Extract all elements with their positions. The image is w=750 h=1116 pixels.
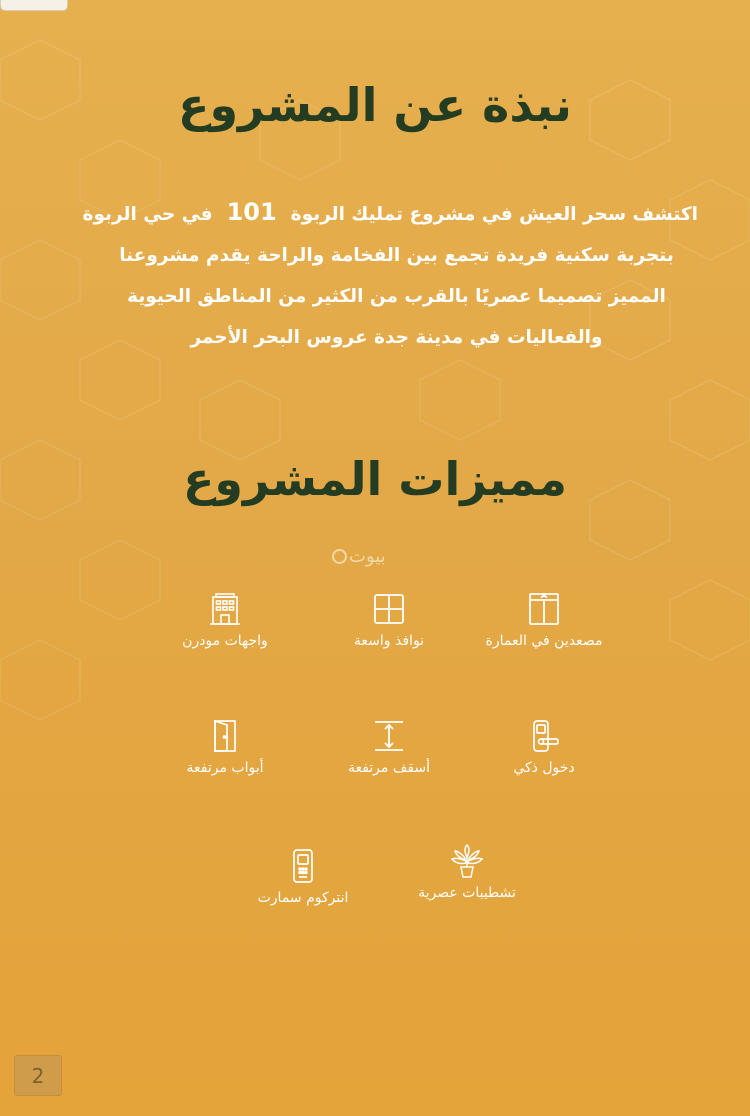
about-line-1 [82, 192, 698, 235]
about-line-2: بتجربة سكنية فريدة تجمع بين الفخامة والراحة يقدم مشروعنا [119, 245, 674, 266]
page-number: 2 [14, 1055, 62, 1096]
watermark-logo-icon [332, 549, 347, 564]
about-line-4: والفعاليات في مدينة جدة عروس البحر الأحمر [190, 327, 603, 348]
window-icon [371, 591, 407, 627]
elevator-icon [526, 591, 562, 627]
about-title: نبذة عن المشروع [178, 78, 572, 132]
features-title: مميزات المشروع [182, 452, 568, 506]
feature-label: انتركوم سمارت [257, 890, 349, 906]
watermark-text: بيوت [349, 546, 386, 567]
feature-high-doors [140, 718, 310, 776]
feature-label: أسقف مرتفعة [347, 760, 431, 776]
feature-wide-windows [304, 591, 474, 649]
smart-lock-icon [526, 718, 562, 754]
ceiling-height-icon [371, 718, 407, 754]
feature-modern-facades [140, 591, 310, 649]
feature-elevators [459, 591, 629, 649]
feature-label: واجهات مودرن [182, 633, 268, 649]
door-icon [207, 718, 243, 754]
feature-label: دخول ذكي [513, 760, 575, 776]
about-line-1-start: اكتشف سحر العيش في مشروع تمليك الربوة [290, 204, 698, 225]
feature-smart-entry [459, 718, 629, 776]
feature-smart-intercom [218, 848, 388, 906]
feature-label: أبواب مرتفعة [186, 760, 264, 776]
plant-icon [449, 843, 485, 879]
project-number: 101 [226, 198, 277, 226]
watermark [332, 546, 386, 567]
building-icon [207, 591, 243, 627]
about-line-1-end: في حي الربوة [82, 204, 213, 225]
about-paragraph [82, 192, 698, 358]
about-line-3: المميز تصميما عصريًا بالقرب من الكثير من المناطق الحيوية [127, 286, 666, 307]
feature-label: مصعدين في العمارة [485, 633, 603, 649]
feature-label: تشطيبات عصرية [418, 885, 516, 901]
feature-modern-finishes [382, 843, 552, 901]
top-tab [0, 0, 68, 11]
feature-label: نوافذ واسعة [353, 633, 425, 649]
intercom-icon [285, 848, 321, 884]
feature-high-ceilings [304, 718, 474, 776]
